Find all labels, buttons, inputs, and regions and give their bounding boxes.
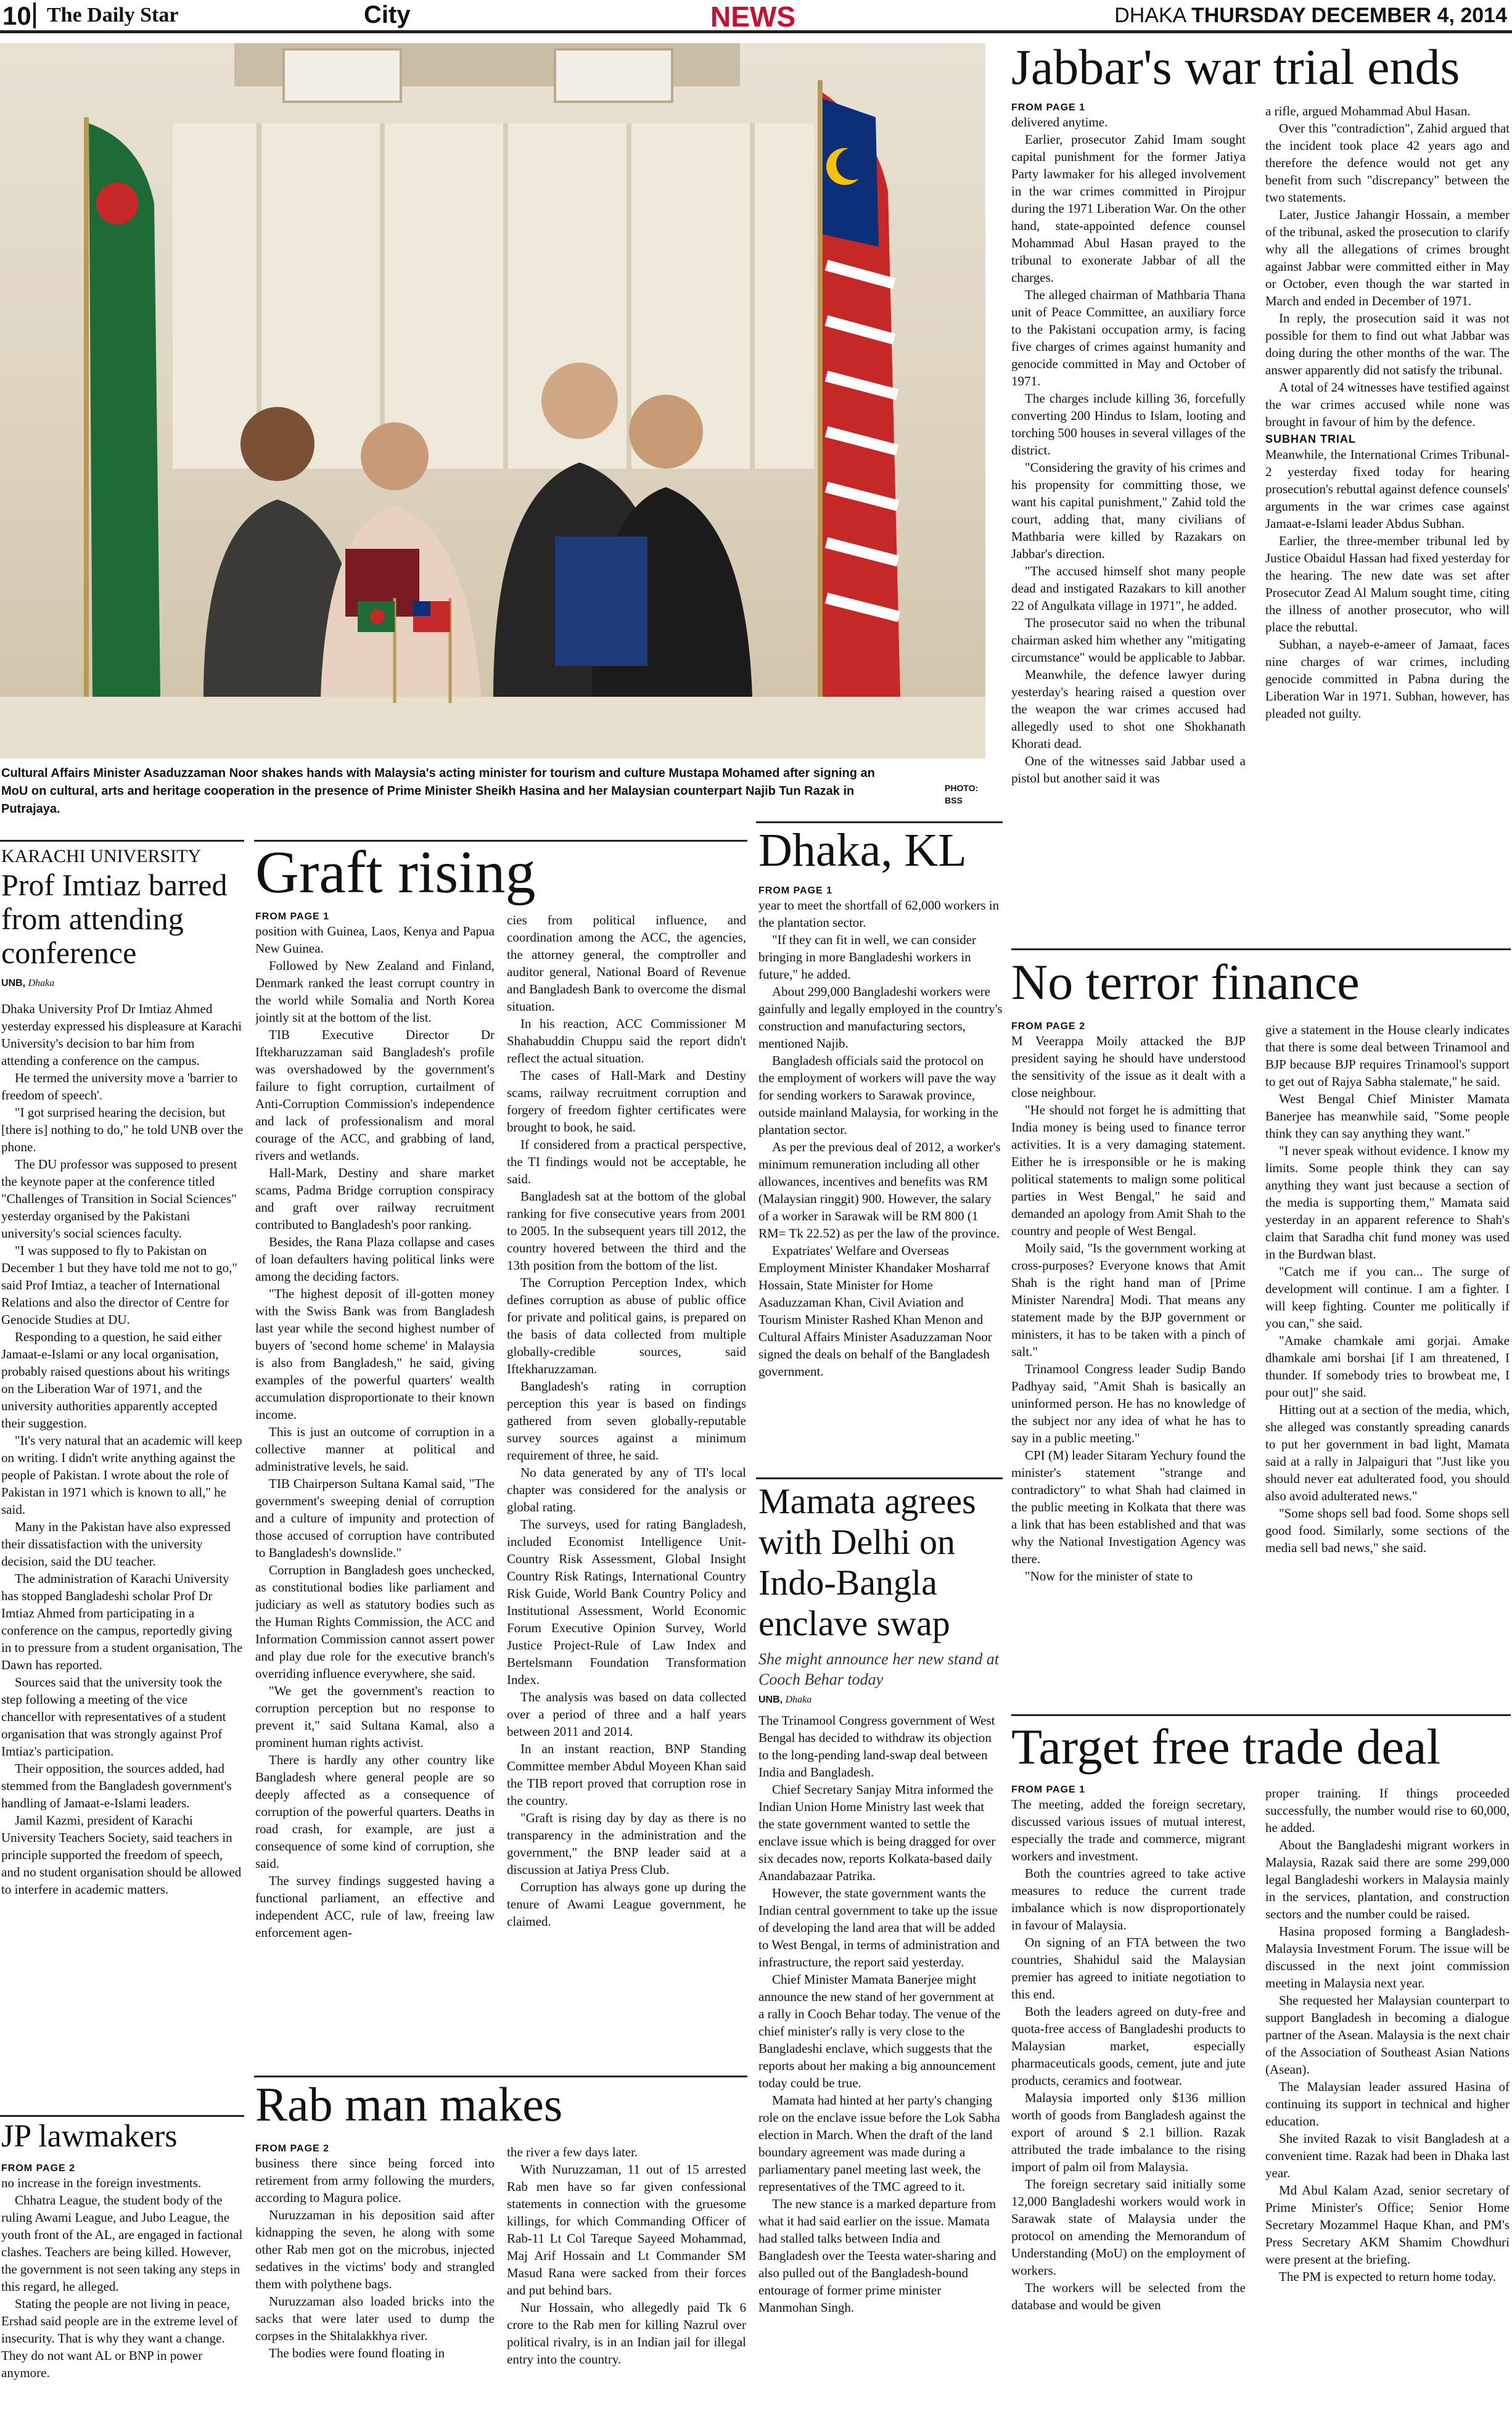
paragraph: West Bengal Chief Minister Mamata Banerjee has meanwhile said, "Some people think they can say anything they want." <box>1265 1091 1510 1141</box>
photo-illustration <box>0 43 985 758</box>
paragraph: The alleged chairman of Mathbaria Thana unit of Peace Committee, an auxiliary force to the Pakistani occupation army, is facing five charges of crimes against humanity and genocide committed in May and October of 1971. <box>1011 287 1246 388</box>
paragraph: The new stance is a marked departure from what it had said earlier on the issue. Mamata had stalled talks between India and Bangladesh over the Teesta water-sharing and also pulled out of the Bangladesh-bound entourage of former prime minister Manmohan Singh. <box>758 2196 996 2315</box>
paragraph: There is hardly any other country like Bangladesh where general people are so deeply affected as a consequence of corruption of the powerful quarters. Deaths in road crash, for example, are just a consequence of some kind of corruption, she said. <box>255 1752 495 1871</box>
paragraph: She requested her Malaysian counterpart to support Bangladesh in becoming a dialogue partner of the Asean. Malaysia is the next chair of the Association of Southeast Asian Nations (Asean). <box>1265 1993 1510 2077</box>
paragraph: Chhatra League, the student body of the ruling Awami League, and Jubo League, the youth front of the AL, are engaged in factional clashes. Teachers are being killed. However, the government is not seen taking any steps in this regard, he alleged. <box>1 2193 243 2294</box>
masthead-logo: The Daily Star <box>47 4 179 27</box>
paragraph: "I was supposed to fly to Pakistan on December 1 but they have told me not to go," said Prof Imtiaz, a teacher of International Relations and also the director of Centre for Genocide Studies at DU. <box>1 1243 237 1327</box>
noterror-headline: No terror finance <box>1011 955 1360 1010</box>
paragraph: Responding to a question, he said either Jamaat-e-Islami or any local organisation, probably raised questions about his writings on the Liberation War of 1971, and the university authorities apparently accepted their suggestion. <box>1 1329 230 1431</box>
paragraph: The PM is expected to return home today. <box>1279 2269 1497 2284</box>
jabbar-subhead: SUBHAN TRIAL <box>1265 433 1356 445</box>
du-kicker: KARACHI UNIVERSITY <box>1 846 202 866</box>
date-text: THURSDAY DECEMBER 4, 2014 <box>1191 4 1507 27</box>
rab-col2 <box>507 2143 746 2409</box>
paragraph: "Considering the gravity of his crimes and his propensity for committing those, we want his capital punishment," Zahid told the court, adding that, many civilians of Mathbaria were killed by Razakars on Jabbar's direction. <box>1011 460 1246 561</box>
paragraph: The DU professor was supposed to present the keynote paper at the conference titled "Challenges of Transition in Social Sciences" yesterday organised by the Pakistani university's social sciences faculty. <box>1 1157 237 1241</box>
paragraph: Hall-Mark, Destiny and share market scams, Padma Bridge corruption conspiracy and graft over railway recruitment contributed to Bangladesh's poor ranking. <box>255 1165 495 1232</box>
paragraph: Nuruzzaman also loaded bricks into the sacks that were later used to dump the corpses in the Shitalakkhya river. <box>255 2294 495 2343</box>
rab-headline: Rab man makes <box>255 2078 563 2131</box>
noterror-col1 <box>1011 1021 1246 1712</box>
paragraph: Nur Hossain, who allegedly paid Tk 6 crore to the Rab men for killing Nazrul over political rivalry, is in an Indian jail for illegal entry into the country. <box>507 2300 746 2367</box>
paragraph: "I got surprised hearing the decision, but [there is] nothing to do," he told UNB over the phone. <box>1 1105 244 1154</box>
paragraph: Both the countries agreed to take active measures to reduce the current trade imbalance which is now disproportionately in favour of Malaysia. <box>1011 1866 1246 1932</box>
section-label: City <box>364 1 411 28</box>
paragraph: Mamata had hinted at her party's changing role on the enclave issue before the Lok Sabha election in March. When the draft of the land boundary agreement was made during a parliamentary panel meeting last week, the representatives of the TMC agreed to it. <box>758 2093 1000 2194</box>
paragraph: He termed the university move a 'barrier to freedom of speech'. <box>1 1070 238 1103</box>
paragraph: Hitting out at a section of the media, which, she alleged was constantly spreading canards to put her government in bad light, Mamata said at a rally in Jalpaiguri that "Just like you should never eat adulterated food, you should also avoid adulterated news." <box>1265 1402 1510 1503</box>
noterror-body-2 <box>1265 1021 1510 1556</box>
paragraph: "I never speak without evidence. I know my limits. Some people think they can say anything they want just because a section of the media is supporting them," Mamata said yesterday in an apparent reference to Shah's claim that Saradha chit fund money was used in the Burdwan blast. <box>1265 1143 1510 1262</box>
trade-headline: Target free trade deal <box>1011 1719 1441 1775</box>
paragraph: Bangladesh officials said the protocol on the employment of workers will pave the way for sending workers to Sarawak province, outside mainland Malaysia, for working in the plantation sector. <box>758 1053 999 1137</box>
dhakakl-jump-label: FROM PAGE 1 <box>758 885 833 896</box>
paragraph: Nuruzzaman in his deposition said after kidnapping the seven, he along with some other Rab men got on the microbus, injected sedatives in the victims' body and strangled them with polythene bags. <box>255 2208 495 2291</box>
paragraph: The survey findings suggested having a functional parliament, an effective and independent ACC, rule of law, freeing law enforcement agen- <box>255 1873 495 1940</box>
paragraph: The surveys, used for rating Bangladesh, included Economist Intelligence Unit-Country Risk Assessment, Global Insight Country Risk Ratings, International Country Risk Guide, World Bank Country Policy and Institutional Assessment, World Economic Forum Executive Opinion Survey, World Justice Project-Rule of Law Index and Bertelsmann Foundation Transformation Index. <box>507 1517 746 1687</box>
paragraph: CPI (M) leader Sitaram Yechury found the minister's statement "strange and contradictory" to what Shah had claimed in the public meeting in Kolkata that there was a link that has been established and that was why the National Investigation Agency was there. <box>1011 1448 1246 1566</box>
paragraph: Over this "contradiction", Zahid argued that the incident took place 42 years ago and therefore the defence would not get any benefit from such "discrepancy" between the two statements. <box>1265 121 1510 205</box>
paragraph: "If they can fit in well, we can consider bringing in more Bangladeshi workers in future," he added. <box>758 932 977 982</box>
photo-caption: Cultural Affairs Minister Asaduzzaman Noor shakes hands with Malaysia's acting minister for tourism and culture Mustapa Mohamed after signing an MoU on cultural, arts and heritage cooperation in the presence of Prime Minister Sheikh Hasina and her Malaysian counterpart Najib Tun Razak in Putrajaya. <box>1 766 875 816</box>
mamata-byline <box>758 1694 1003 1706</box>
noterror-jump-label: FROM PAGE 2 <box>1011 1021 1086 1032</box>
paragraph: The meeting, added the foreign secretary, discussed various issues of mutual interest, especially the trade and commerce, migrant workers and investment. <box>1011 1797 1246 1863</box>
dhakakl-story <box>758 885 1003 1477</box>
du-byline-place: Dhaka <box>28 978 55 988</box>
paragraph: This is just an outcome of corruption in a collective manner at political and administrative levels, he said. <box>255 1424 495 1474</box>
paragraph: "He should not forget he is admitting that India money is being used to finance terror activities. It is a very damaging statement. Either he is irresponsible or he is making political statements to malign some political parties in West Bengal," he said and demanded an apology from Amit Shah to the country and people of West Bengal. <box>1011 1103 1246 1238</box>
paragraph: cies from political influence, and coordination among the ACC, the agencies, the attorney general, the comptroller and auditor general, National Board of Revenue and Bangladesh Bank to overcome the dismal situation. <box>507 913 746 1014</box>
rab-body-2 <box>507 2143 746 2368</box>
lead-photo <box>0 43 985 758</box>
section-rule <box>0 2115 244 2117</box>
graft-body-1 <box>255 922 495 1941</box>
rab-body-1 <box>255 2154 495 2362</box>
paragraph: Besides, the Rana Plaza collapse and cases of loan defaulters having political links were among the deciding factors. <box>255 1234 495 1284</box>
section-rule <box>1011 948 1511 950</box>
paragraph: "Some shops sell bad food. Some shops sell good food. Similarly, some sections of the media sell bad news," she said. <box>1265 1506 1510 1555</box>
paragraph: proper training. If things proceeded successfully, the number would rise to 60,000, he added. <box>1265 1786 1510 1835</box>
paragraph: business there since being forced into retirement from army following the murders, according to Magura police. <box>255 2156 495 2205</box>
paragraph: The bodies were found floating in <box>269 2346 445 2360</box>
mamata-byline-agency: UNB, <box>758 1694 783 1705</box>
paragraph: Trinamool Congress leader Sudip Bando Padhyay said, "Amit Shah is basically an uninformed person. He has no knowledge of the subject nor any idea of what he has to say in a public meeting." <box>1011 1362 1246 1445</box>
paragraph: The cases of Hall-Mark and Destiny scams, railway recruitment corruption and forgery of freedom fighter certificates were brought to book, he said. <box>507 1068 746 1135</box>
paragraph: In his reaction, ACC Commissioner M Shahabuddin Chuppu said the report didn't reflect the actual situation. <box>507 1016 746 1066</box>
trade-col2 <box>1265 1785 1510 2409</box>
paragraph: Moily said, "Is the government working at cross-purposes? Everyone knows that Amit Shah is the right hand man of [Prime Minister Narendra] Modi. That means any statement made by the BJP government or ministers, it has to be taken with a pinch of salt." <box>1011 1241 1246 1359</box>
jp-body <box>1 2174 244 2381</box>
trade-jump-label: FROM PAGE 1 <box>1011 1785 1086 1795</box>
paragraph: delivered anytime. <box>1011 115 1108 129</box>
paragraph: "The accused himself shot many people dead and instigated Razakars to kill another 22 of Angulkata village in 1971", he added. <box>1011 564 1246 613</box>
paragraph: Chief Minister Mamata Banerjee might announce the new stand of her government at a rally in Cooch Behar today. The venue of the chief minister's rally is very close to the Bangladeshi enclave, which suggests that the reports about her making a big announcement today could be true. <box>758 1972 1001 2090</box>
paragraph: No data generated by any of TI's local chapter was considered for the analysis or global rating. <box>507 1465 746 1514</box>
paragraph: Dhaka University Prof Dr Imtiaz Ahmed yesterday expressed his displeasure at Karachi University's decision to bar him from attending a conference on the campus. <box>1 1001 242 1068</box>
paragraph: With Nuruzzaman, 11 out of 15 arrested Rab men have so far given confessional statements in connection with the gruesome killings, for which Commanding Officer of Rab-11 Lt Col Tareque Sayeed Mohammad, Maj Arif Hossain and Lt Commander SM Masud Rana were sacked from their forces and put behind bars. <box>507 2162 746 2298</box>
jabbar-col1 <box>1011 102 1246 966</box>
paragraph: About 299,000 Bangladeshi workers were gainfully and legally employed in the country's construction and manufacturing sectors, mentioned Najib. <box>758 984 1003 1051</box>
paragraph: The administration of Karachi University has stopped Bangladeshi scholar Prof Dr Imtiaz Ahmed from participating in a conference on the campus, reportedly giving in to pressure from a student organisation, The Dawn has reported. <box>1 1571 243 1672</box>
paragraph: Stating the people are not living in peace, Ershad said people are in the extreme level of insecurity. That is why they want a change. They do not want AL or BNP in power anymore. <box>1 2296 238 2380</box>
paragraph: The foreign secretary said initially some 12,000 Bangladeshi workers would work in Sarawak state of Malaysia under the protocol on amending the Memorandum of Understanding (MoU) on the employment of workers. <box>1011 2177 1246 2278</box>
jabbar-headline: Jabbar's war trial ends <box>1011 39 1460 95</box>
mamata-byline-place: Dhaka <box>785 1694 812 1705</box>
paragraph: One of the witnesses said Jabbar used a pistol but another said it was <box>1011 754 1246 786</box>
graft-jump-label: FROM PAGE 1 <box>255 911 330 922</box>
paragraph: "It's very natural that an academic will keep on writing. I didn't write anything against the people of Pakistan. I wrote about the role of Pakistan in 1971 which is known to all," he said. <box>1 1433 242 1517</box>
paragraph: The analysis was based on data collected over a period of three and a half years between 2011 and 2014. <box>507 1690 746 1739</box>
paragraph: "The highest deposit of ill-gotten money with the Swiss Bank was from Bangladesh last year while the second highest number of buyers of 'second home scheme' in Malaysia is also from Bangladesh," he said, giving examples of the powerful quarters' wealth accumulation disproportionate to their known income. <box>255 1286 495 1422</box>
du-byline <box>1 978 244 989</box>
paragraph: a rifle, argued Mohammad Abul Hasan. <box>1265 104 1471 118</box>
paragraph: Both the leaders agreed on duty-free and quota-free access of Bangladeshi products to Malaysian market, especially pharmaceuticals goods, cement, jute and jute products, ceramics and footwear. <box>1011 2004 1246 2088</box>
paragraph: TIB Executive Director Dr Iftekharuzzaman said Bangladesh's profile was overshadowed by the government's failure to fight corruption, curtailment of Anti-Corruption Commission's independence and lack of professionalism and moral courage of the ACC, and grabbing of land, rivers and wetlands. <box>255 1027 495 1163</box>
paragraph: Many in the Pakistan have also expressed their dissatisfaction with the university decision, said the DU teacher. <box>1 1519 231 1569</box>
paragraph: Meanwhile, the defence lawyer during yesterday's hearing raised a question over the weapon the war crimes accused had allegedly used to shot one Shokhanath Khorati dead. <box>1011 667 1246 751</box>
paragraph: Bangladesh's rating in corruption perception this year is based on findings gathered from seven globally-reputable survey sources against a minimum requirement of three, he said. <box>507 1379 746 1463</box>
paragraph: year to meet the shortfall of 62,000 workers in the plantation sector. <box>758 898 1000 930</box>
du-headline: Prof Imtiaz barred from attending conference <box>1 868 228 970</box>
paragraph: the river a few days later. <box>507 2145 638 2159</box>
photo-credit: PHOTO: BSS <box>945 783 979 805</box>
du-byline-agency: UNB, <box>1 978 26 988</box>
dateline <box>1114 4 1507 28</box>
section-rule <box>0 840 244 842</box>
du-story <box>1 978 244 2113</box>
paragraph: "Catch me if you can... The surge of development will continue. I am a fighter. I will keep fighting. Counter me politically if you can," she said. <box>1265 1264 1510 1331</box>
paragraph: If considered from a practical perspective, the TI findings would not be acceptable, he said. <box>507 1137 746 1186</box>
paragraph: "Amake chamkale ami gorjai. Amake dhamkale ami borshai [if I am threatened, I thunder. If somebody tries to browbeat me, I pour out]" she said. <box>1265 1333 1510 1400</box>
rab-jump-label: FROM PAGE 2 <box>255 2143 330 2154</box>
paragraph: The workers will be selected from the database and would be given <box>1011 2280 1246 2312</box>
jabbar-body-2 <box>1265 102 1510 430</box>
paragraph: Chief Secretary Sanjay Mitra informed the Indian Union Home Ministry last week that the state government wanted to settle the enclave issue which is being dragged for over six decades now, reports Kolkata-based daily Anandabazaar Patrika. <box>758 1782 996 1883</box>
header-divider <box>33 2 36 28</box>
paragraph: However, the state government wants the Indian central government to take up the issue of developing the land area that will be added to West Bengal, in terms of administration and infrastructure, the report said yesterday. <box>758 1886 1000 1969</box>
rab-col1 <box>255 2143 495 2409</box>
paragraph: Earlier, the three-member tribunal led by Justice Obaidul Hassan had fixed yesterday for the hearing. The new date was set after Prosecutor Zead Al Malum sought time, citing the illness of another prosecutor, who will place the rebuttal. <box>1265 533 1510 635</box>
jabbar-col2 <box>1265 102 1510 966</box>
trade-body-2 <box>1265 1785 1510 2285</box>
dhakakl-headline: Dhaka, KL <box>758 825 967 876</box>
paragraph: As per the previous deal of 2012, a worker's minimum remuneration including all other allowances, incentives and benefits was RM (Malaysian ringgit) 900. However, the salary of a worker in Sarawak will be RM 800 (1 RM= Tk 22.52) as per the law of the province. <box>758 1140 1001 1241</box>
paragraph: give a statement in the House clearly indicates that there is some deal between Trinamool and BJP because BJP requires Trinamool's support to get out of Rajya Sabha stalemate," he said. <box>1265 1022 1510 1089</box>
paragraph: Bangladesh sat at the bottom of the global ranking for five consecutive years from 2001 to 2005. In the subsequent years till 2012, the country hovered between the third and the 13th position from the bottom of the list. <box>507 1189 746 1273</box>
paragraph: The charges include killing 36, forcefully converting 200 Hindus to Islam, looting and torching 500 houses in several villages of the district. <box>1011 391 1246 458</box>
paragraph: Corruption in Bangladesh goes unchecked, as constitutional bodies like parliament and judiciary as well as statutory bodies such as the Human Rights Commission, the ACC and Information Commission cannot assert power and play due role for the executive branch's overriding influence everywhere, she said. <box>255 1563 495 1681</box>
paragraph: "Graft is rising day by day as there is no transparency in the administration and the government," the BNP leader said at a discussion at Jatiya Press Club. <box>507 1810 746 1877</box>
noterror-body-1 <box>1011 1032 1246 1585</box>
graft-headline: Graft rising <box>255 840 536 906</box>
paragraph: M Veerappa Moily attacked the BJP president saying he should have understood the sensitivity of the issue as it dealt with a close neighbour. <box>1011 1033 1246 1100</box>
paragraph: Earlier, prosecutor Zahid Imam sought capital punishment for the former Jatiya Party lawmaker for his alleged involvement in the war crimes committed in Pirojpur during the 1971 Liberation War. On the other hand, state-appointed defence counsel Mohammad Abul Hasan prayed to the tribunal to exonerate Jabbar of all the charges. <box>1011 132 1246 285</box>
paragraph: In reply, the prosecution said it was not possible for them to find out what Jabbar was doing during the other months of the war. The answer apparently did not satisfy the tribunal. <box>1265 311 1510 377</box>
mamata-headline: Mamata agrees with Delhi on Indo-Bangla enclave swap <box>758 1481 976 1643</box>
paragraph: Expatriates' Welfare and Overseas Employment Minister Khandaker Mosharraf Hossain, State Minister for Home Asaduzzaman Khan, Civil Aviation and Tourism Minister Rashed Khan Menon and Cultural Affairs Minister Asaduzzaman Noor signed the deals on behalf of the Bangladesh government. <box>758 1243 992 1379</box>
paragraph: About the Bangladeshi migrant workers in Malaysia, Razak said there are some 299,000 legal Bangladeshi workers in Malaysia mainly in the services, plantation, and construction sectors and the number could be raised. <box>1265 1838 1510 1921</box>
paragraph: The Trinamool Congress government of West Bengal has decided to withdraw its objection to the long-pending land-swap deal between India and Bangladesh. <box>758 1713 995 1780</box>
paragraph: Meanwhile, the International Crimes Tribunal-2 yesterday fixed today for hearing prosecution's rebuttal against defence counsels' arguments in the war crimes case against Jamaat-e-Islami leader Abdus Subhan. <box>1265 447 1510 531</box>
section-rule <box>756 1477 1003 1479</box>
trade-body-1 <box>1011 1796 1246 2314</box>
graft-col1 <box>255 911 495 2077</box>
jp-story <box>1 2163 244 2410</box>
paragraph: Subhan, a nayeb-e-ameer of Jamaat, faces nine charges of war crimes, including genocide committed in Pabna during the Liberation War in 1971. Subhan, however, has pleaded not guilty. <box>1265 637 1510 721</box>
graft-col2 <box>507 911 746 2077</box>
paragraph: Their opposition, the sources added, had stemmed from the Bangladesh government's handling of Jamaat-e-Islami leaders. <box>1 1761 232 1810</box>
page-number: 10 <box>2 1 31 30</box>
du-body <box>1 1000 244 1898</box>
section-rule <box>254 2076 747 2077</box>
paragraph: position with Guinea, Laos, Kenya and Papua New Guinea. <box>255 924 495 956</box>
mamata-body <box>758 1712 1003 2316</box>
mamata-deck: She might announce her new stand at Cooch Behar today <box>758 1650 999 1688</box>
paragraph: On signing of an FTA between the two countries, Shahidul said the Malaysian premier has agreed to initiate negotiation to this end. <box>1011 1935 1246 2002</box>
paragraph: The Malaysian leader assured Hasina of continuing its support in technical and higher education. <box>1265 2079 1510 2129</box>
page-header <box>0 0 1512 33</box>
noterror-col2 <box>1265 1021 1510 1712</box>
jabbar-jump-label: FROM PAGE 1 <box>1011 102 1086 113</box>
section-rule <box>1011 1714 1511 1716</box>
trade-col1 <box>1011 1785 1246 2409</box>
mamata-story <box>758 1694 1003 2409</box>
graft-body-2 <box>507 911 746 1930</box>
paragraph: A total of 24 witnesses have testified against the war crimes accused while none was brought in favour of him by the defence. <box>1265 380 1510 429</box>
paragraph: Corruption has always gone up during the tenure of Awami League government, he claimed. <box>507 1879 746 1929</box>
paragraph: Malaysia imported only $136 million worth of goods from Bangladesh against the export of around $ 2.1 billion. Razak attributed the trade imbalance to the rising import of palm oil from Malaysia. <box>1011 2090 1246 2174</box>
jp-jump-label: FROM PAGE 2 <box>1 2163 76 2174</box>
dhakakl-body <box>758 897 1003 1380</box>
paragraph: no increase in the foreign investments. <box>1 2175 202 2190</box>
paragraph: Hasina proposed forming a Bangladesh-Malaysia Investment Forum. The issue will be discussed in the next joint commission meeting in Malaysia next year. <box>1265 1924 1510 1990</box>
jp-headline: JP lawmakers <box>1 2119 178 2154</box>
paragraph: "We get the government's reaction to corruption perception but no response to prevent it," said Sultana Kamal, also a prominent human rights activist. <box>255 1683 495 1750</box>
paragraph: The Corruption Perception Index, which defines corruption as abuse of public office for private and political gains, is prepared on the basis of data collected from multiple globally-credible sources, said Iftekharuzzaman. <box>507 1275 746 1376</box>
paragraph: In an instant reaction, BNP Standing Committee member Abdul Moyeen Khan said the TIB report proved that corruption rose in the country. <box>507 1741 746 1808</box>
paragraph: "Now for the minister of state to <box>1025 1569 1193 1583</box>
paragraph: Sources said that the university took the step following a meeting of the vice chancellor with representatives of a student organisation that was strongly against Prof Imtiaz's participation. <box>1 1675 226 1759</box>
paragraph: She invited Razak to visit Bangladesh at a convenient time. Razak had been in Dhaka last year. <box>1265 2131 1510 2180</box>
news-tag: NEWS <box>710 1 795 33</box>
jabbar-body-1 <box>1011 113 1246 787</box>
date-city: DHAKA <box>1114 4 1186 27</box>
section-rule <box>756 821 1003 823</box>
paragraph: The prosecutor said no when the tribunal chairman asked him whether any "mitigating circumstance" would be applicable to Jabbar. <box>1011 615 1246 665</box>
paragraph: TIB Chairperson Sultana Kamal said, "The government's sweeping denial of corruption and a culture of impunity and protection of those accused of corruption have contributed to Bangladesh's downslide." <box>255 1476 495 1560</box>
paragraph: Later, Justice Jahangir Hossain, a member of the tribunal, asked the prosecution to clarify why all the allegations of crimes brought against Jabbar were committed either in May or October, even though the war started in March and ended in December of 1971. <box>1265 207 1510 308</box>
paragraph: Followed by New Zealand and Finland, Denmark ranked the least corrupt country in the world while Somalia and North Korea jointly sit at the bottom of the list. <box>255 958 495 1025</box>
paragraph: Md Abul Kalam Azad, senior secretary of Prime Minister's Office; Senior Home Secretary Mozammel Haque Khan, and PM's Press Secretary AKM Shamim Chowdhuri were present at the briefing. <box>1265 2183 1510 2267</box>
jabbar-body-3 <box>1265 446 1510 722</box>
paragraph: Jamil Kazmi, president of Karachi University Teachers Society, said teachers in principle supported the freedom of speech, and no student organisation should be allowed to interfere in academic matters. <box>1 1813 242 1897</box>
